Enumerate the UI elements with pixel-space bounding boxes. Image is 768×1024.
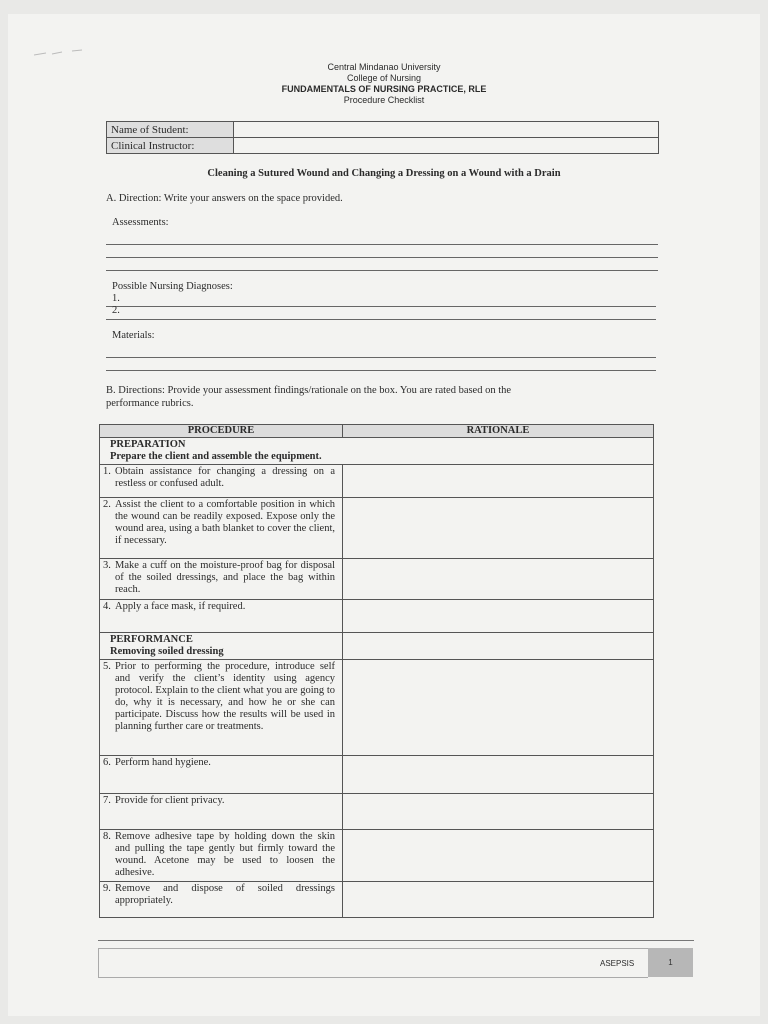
rationale-cell[interactable] — [343, 830, 654, 882]
assessments-label: Assessments: — [112, 217, 169, 228]
direction-a: A. Direction: Write your answers on the space provided. — [106, 193, 343, 204]
assessment-line[interactable] — [106, 244, 658, 245]
diagnosis-1-line[interactable] — [106, 306, 656, 307]
rationale-cell[interactable] — [343, 660, 654, 756]
rationale-cell[interactable] — [343, 882, 654, 918]
step-number: 7. — [103, 795, 111, 806]
performance-heading: PERFORMANCE — [110, 634, 193, 645]
step-text: Perform hand hygiene. — [115, 757, 211, 768]
rationale-cell[interactable] — [343, 600, 654, 633]
step-8-cell — [100, 830, 343, 882]
college-name: College of Nursing — [346, 73, 422, 83]
step-text: Assist the client to a comfortable position in which the wound can be readily exposed. Expose only the wound area, using a bath blanket to cover the client, if necessary. — [115, 499, 335, 546]
student-name-label: Name of Student: — [107, 122, 234, 138]
procedure-checklist-table — [99, 424, 654, 918]
preparation-section-header — [100, 438, 654, 465]
step-3-cell — [100, 559, 343, 600]
rationale-cell[interactable] — [343, 633, 654, 660]
assessment-line[interactable] — [106, 270, 658, 271]
procedure-title: Cleaning a Sutured Wound and Changing a Dressing on a Wound with a Drain — [207, 168, 561, 179]
step-text: Make a cuff on the moisture-proof bag for disposal of the soiled dressings, and place the bag within reach. — [115, 560, 335, 595]
step-5-cell — [100, 660, 343, 756]
step-9-cell — [100, 882, 343, 918]
materials-line[interactable] — [106, 357, 656, 358]
rationale-column-header: RATIONALE — [343, 425, 654, 438]
scan-mark — [32, 48, 84, 58]
preparation-subheading: Prepare the client and assemble the equipment. — [110, 451, 322, 462]
doc-type: Procedure Checklist — [343, 95, 425, 105]
step-number: 4. — [103, 601, 111, 612]
performance-subheading: Removing soiled dressing — [110, 646, 224, 657]
step-number: 8. — [103, 831, 111, 842]
step-number: 6. — [103, 757, 111, 768]
university-name: Central Mindanao University — [327, 62, 441, 72]
step-number: 3. — [103, 560, 111, 571]
direction-b-line-1: B. Directions: Provide your assessment findings/rationale on the box. You are rated based on the — [106, 385, 512, 396]
step-number: 2. — [103, 499, 111, 510]
rationale-cell[interactable] — [343, 465, 654, 498]
step-2-cell — [100, 498, 343, 559]
footer-bar — [98, 948, 648, 978]
rationale-cell[interactable] — [343, 794, 654, 830]
step-text: Provide for client privacy. — [115, 795, 225, 806]
procedure-column-header: PROCEDURE — [100, 425, 343, 438]
step-1-cell — [100, 465, 343, 498]
course-title: FUNDAMENTALS OF NURSING PRACTICE, RLE — [281, 84, 487, 94]
diagnosis-1-number: 1. — [112, 293, 120, 304]
footer-divider — [98, 940, 694, 941]
rationale-cell[interactable] — [343, 756, 654, 794]
step-text: Obtain assistance for changing a dressing on a restless or confused adult. — [115, 466, 335, 489]
clinical-instructor-label: Clinical Instructor: — [107, 138, 234, 154]
rationale-cell[interactable] — [343, 559, 654, 600]
student-name-field[interactable] — [234, 122, 659, 138]
direction-b-line-2: performance rubrics. — [106, 398, 194, 409]
materials-label: Materials: — [112, 330, 155, 341]
performance-section-header — [100, 633, 343, 660]
step-text: Apply a face mask, if required. — [115, 601, 246, 612]
diagnoses-label: Possible Nursing Diagnoses: — [112, 281, 233, 292]
step-7-cell — [100, 794, 343, 830]
step-number: 1. — [103, 466, 111, 477]
page-number: 1 — [648, 948, 693, 977]
step-text: Prior to performing the procedure, introduce self and verify the client’s identity using agency protocol. Explain to the client what you are going to do, why it is necessary, and how he or she can participate. Discuss how the results will be used in planning further care or treatments. — [115, 661, 335, 732]
footer-section-label: ASEPSIS — [600, 959, 635, 968]
step-number: 9. — [103, 883, 111, 894]
step-text: Remove adhesive tape by holding down the skin and pulling the tape gently but firmly toward the wound. Acetone may be used to loosen the adhesive. — [115, 831, 335, 878]
step-4-cell — [100, 600, 343, 633]
step-number: 5. — [103, 661, 111, 672]
rationale-cell[interactable] — [343, 498, 654, 559]
clinical-instructor-field[interactable] — [234, 138, 659, 154]
assessment-line[interactable] — [106, 257, 658, 258]
diagnosis-2-number: 2. — [112, 305, 120, 316]
step-6-cell — [100, 756, 343, 794]
preparation-heading: PREPARATION — [110, 439, 186, 450]
diagnosis-2-line[interactable] — [106, 319, 656, 320]
step-text: Remove and dispose of soiled dressings appropriately. — [115, 883, 335, 906]
materials-line[interactable] — [106, 370, 656, 371]
student-info-table — [106, 121, 659, 154]
